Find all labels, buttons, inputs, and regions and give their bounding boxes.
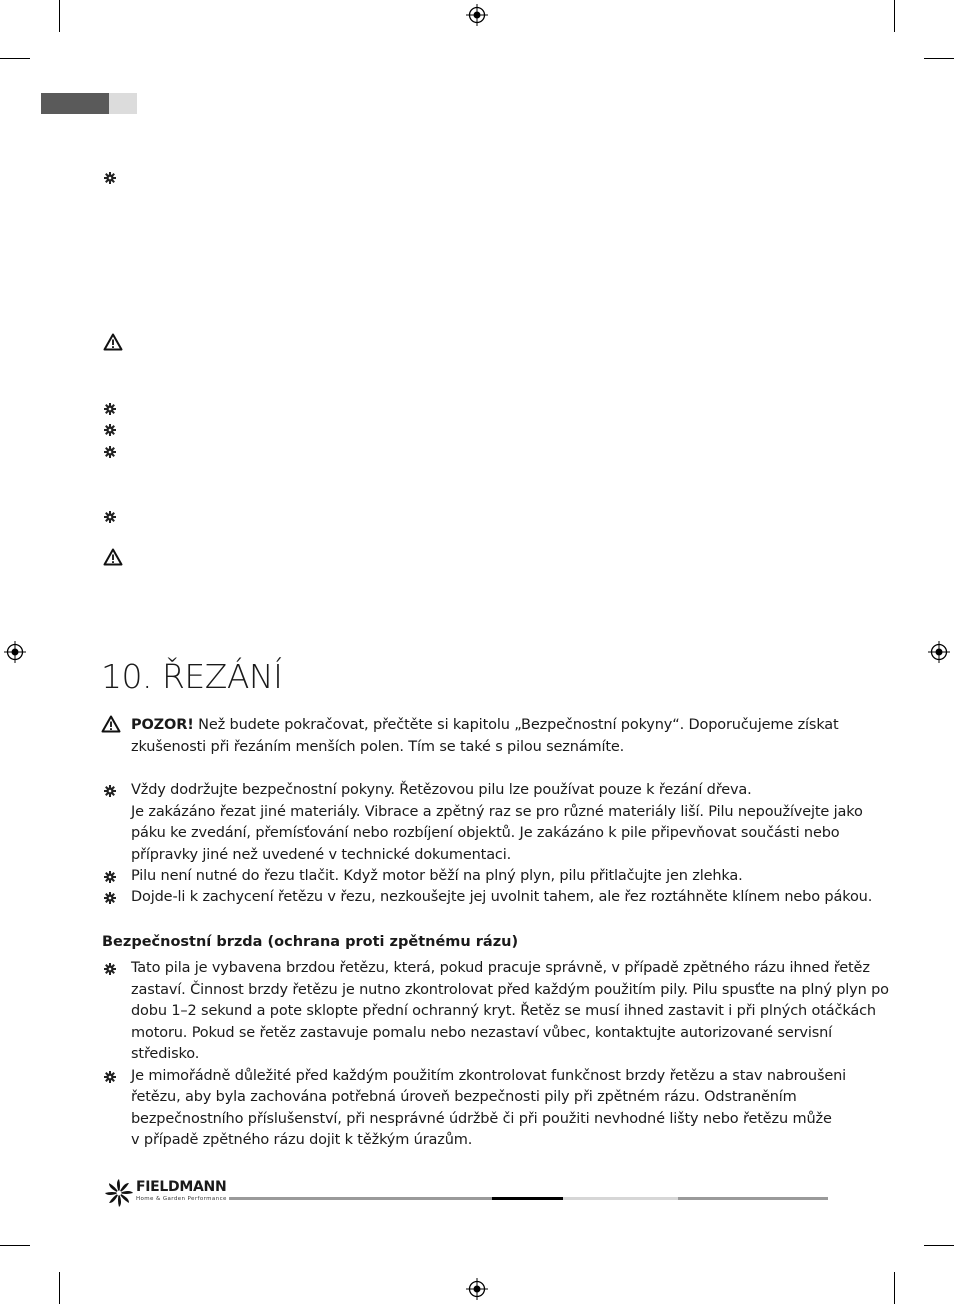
body-text-line: Je mimořádně důležité před každým použitím zkontrolovat funkčnost brzdy řetězu a stav nabroušeni: [131, 1068, 847, 1084]
crop-mark: [0, 1245, 30, 1246]
gear-bullet-icon: [104, 963, 116, 975]
gear-bullet-icon: [104, 892, 116, 904]
registration-mark-icon: [4, 641, 26, 663]
body-text-line: řetězu, aby byla zachována potřebná úroveň bezpečnosti pily při zpětném rázu. Odstraněním: [131, 1089, 797, 1105]
warning-label: POZOR!: [131, 717, 194, 733]
body-text-line: Pilu není nutné do řezu tlačit. Když motor běží na plný plyn, pilu přitlačujte jen zlehka.: [131, 868, 743, 884]
warning-triangle-icon: [101, 715, 121, 733]
body-text-line: v případě zpětného rázu dojit k těžkým úrazům.: [131, 1132, 473, 1148]
registration-mark-icon: [466, 1278, 488, 1300]
crop-mark: [59, 0, 60, 32]
crop-mark: [924, 1245, 954, 1246]
body-text-line: bezpečnostního příslušenství, při nesprávné údržbě či při použiti nevhodné lišty nebo řetězu může: [131, 1111, 832, 1127]
warning-text-line: zkušenosti při řezáním menších polen. Tím se také s pilou seznámíte.: [131, 739, 625, 755]
gear-bullet-icon: [104, 446, 116, 458]
footer-rule-highlight: [492, 1197, 563, 1200]
body-text-line: páku ke zvedání, přemísťování nebo rozbíjení objektů. Je zakázáno k pile připevňovat součásti nebo: [131, 825, 840, 841]
gear-bullet-icon: [104, 424, 116, 436]
language-tab-accent: [109, 93, 137, 114]
crop-mark: [59, 1272, 60, 1304]
footer-rule: [563, 1197, 678, 1200]
warning-triangle-icon: [103, 548, 123, 566]
body-text-line: motoru. Pokud se řetěz zastavuje pomalu nebo nezastaví vůbec, kontaktujte autorizované servisní: [131, 1025, 833, 1041]
registration-mark-icon: [466, 4, 488, 26]
body-text-line: dobu 1–2 sekund a pote sklopte přední ochranný kryt. Řetěz se musí ihned zastavit i při plných otáčkách: [131, 1003, 876, 1019]
crop-mark: [0, 58, 30, 59]
body-text-line: středisko.: [131, 1046, 200, 1062]
gear-bullet-icon: [104, 403, 116, 415]
body-text-line: Tato pila je vybavena brzdou řetězu, která, pokud pracuje správně, v případě zpětného rázu ihned řetěz: [131, 960, 870, 976]
footer-rule: [678, 1197, 828, 1200]
gear-bullet-icon: [104, 172, 116, 184]
gear-bullet-icon: [104, 785, 116, 797]
body-text-line: Je zakázáno řezat jiné materiály. Vibrace a zpětný raz se pro různé materiály liší. Pilu nepoužívejte jako: [131, 804, 863, 820]
body-text-line: Vždy dodržujte bezpečnostní pokyny. Řetězovou pilu lze používat pouze k řezání dřeva.: [131, 782, 752, 798]
subheading: Bezpečnostní brzda (ochrana proti zpětnému rázu): [102, 934, 519, 950]
section-heading: 10. ŘEZÁNÍ: [101, 657, 283, 696]
warning-text-line: Než budete pokračovat, přečtěte si kapitolu „Bezpečnostní pokyny“. Doporučujeme získat: [193, 717, 839, 733]
crop-mark: [894, 1272, 895, 1304]
body-text-line: Dojde-li k zachycení řetězu v řezu, nezkoušejte jej uvolnit tahem, ale řez roztáhněte klínem nebo pákou.: [131, 889, 873, 905]
footer-rule: [229, 1197, 492, 1200]
body-text-line: přípravky jiné než uvedené v technické dokumentaci.: [131, 847, 512, 863]
warning-paragraph: [131, 715, 839, 737]
crop-mark: [924, 58, 954, 59]
brand-name: FIELDMANN: [136, 1179, 227, 1195]
gear-bullet-icon: [104, 871, 116, 883]
gear-bullet-icon: [104, 511, 116, 523]
fieldmann-logo-icon: [104, 1178, 134, 1208]
warning-triangle-icon: [103, 333, 123, 351]
brand-tagline: Home & Garden Performance: [136, 1196, 227, 1202]
gear-bullet-icon: [104, 1071, 116, 1083]
crop-mark: [894, 0, 895, 32]
body-text-line: zastaví. Činnost brzdy řetězu je nutno zkontrolovat před každým použitím pily. Pilu spusťte na plný plyn po: [131, 982, 889, 998]
registration-mark-icon: [928, 641, 950, 663]
language-tab: [41, 93, 109, 114]
